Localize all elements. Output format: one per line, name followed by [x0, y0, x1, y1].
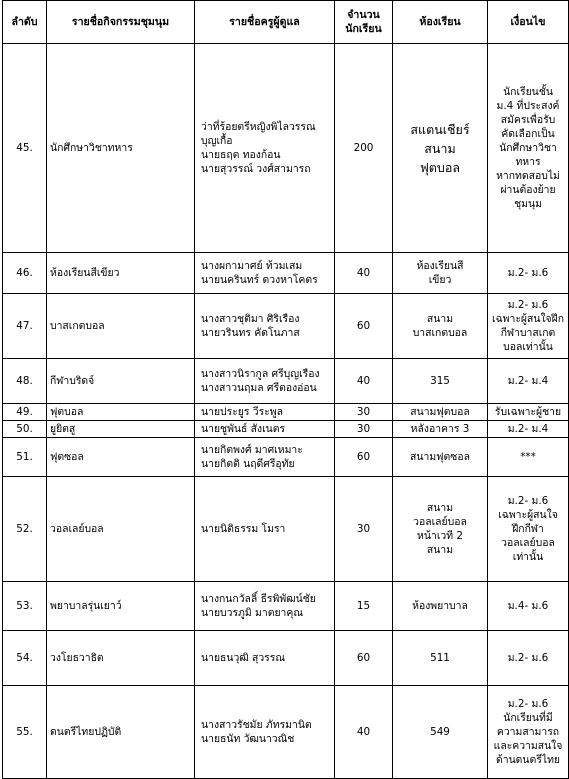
room-line: ห้องเรียนสี [416, 260, 464, 272]
teacher-name: นายชูพันธ์ สังเนตร [201, 423, 286, 435]
room-line: สนาม [426, 313, 454, 325]
room-cell [393, 359, 488, 404]
student-count: 15 [335, 582, 393, 631]
student-count: 30 [335, 421, 393, 438]
condition-line: ม.2- ม.6 [507, 299, 549, 311]
condition-line: เฉพาะผู้สนใจฝึก [492, 313, 564, 325]
student-count: 30 [335, 404, 393, 421]
room-line: หลังอาคาร 3 [410, 423, 470, 435]
table-row [3, 253, 569, 294]
club-activities-table [2, 0, 569, 779]
condition-line: เฉพาะผู้สนใจ [498, 509, 558, 521]
condition-line: ผ่านต้องย้าย [500, 184, 556, 196]
student-count: 200 [335, 44, 393, 253]
student-count: 60 [335, 438, 393, 477]
room-line: สนาม [426, 544, 454, 556]
condition-line: กีฬาบาสเกต [500, 327, 556, 339]
condition-cell [488, 631, 569, 686]
condition-cell [488, 582, 569, 631]
room-line: 511 [430, 652, 450, 664]
teachers-cell [195, 631, 335, 686]
teacher-name: นายบวรภูมิ มาตยาคุณ [201, 607, 303, 619]
room-line: สนาม [426, 502, 454, 514]
condition-cell [488, 421, 569, 438]
condition-line: ม.2- ม.6 [507, 652, 549, 664]
teacher-name: นายกิตพงศ์ มาศเหมาะ [201, 444, 303, 456]
student-count: 40 [335, 253, 393, 294]
condition-line: ด้านดนตรีไทย [495, 754, 561, 766]
activity-name: ฟุตซอล [47, 438, 195, 477]
teachers-cell [195, 686, 335, 779]
table-row [3, 631, 569, 686]
room-line: ห้องพยาบาล [412, 600, 468, 612]
header-teachers: รายชื่อครูผู้ดูแล [195, 1, 335, 44]
teachers-cell [195, 404, 335, 421]
table-row [3, 421, 569, 438]
teacher-name: นายวรินทร คัดโนภาส [201, 327, 300, 339]
condition-line: ทหาร [515, 156, 541, 168]
activity-name: กีฬาบริดจ์ [47, 359, 195, 404]
activity-name: ฟุตบอล [47, 404, 195, 421]
teacher-name: นายกิตติ นฤดีศรีอุทัย [201, 458, 295, 470]
condition-line: สมัครเพื่อรับ [500, 114, 556, 126]
teacher-name: นางสาวนิรากูล ศรีบุญเรือง [201, 368, 320, 380]
room-line: 549 [430, 726, 450, 738]
activity-name: ยูยิตสู [47, 421, 195, 438]
condition-cell [488, 44, 569, 253]
table-row [3, 438, 569, 477]
room-line: ฟุตบอล [419, 159, 461, 175]
teachers-cell [195, 294, 335, 359]
room-line: สนาม [424, 140, 456, 156]
room-cell [393, 631, 488, 686]
table-row [3, 44, 569, 253]
room-cell [393, 294, 488, 359]
teacher-name: นายธนัท วัฒนาวณิช [201, 733, 295, 745]
condition-line: เท่านั้น [512, 551, 544, 563]
teacher-name: นางสาวรัชมัย ภัทรมานิต [201, 719, 312, 731]
table-row [3, 294, 569, 359]
room-cell [393, 477, 488, 582]
row-number: 51. [3, 438, 47, 477]
teacher-name: นายสุวรรณ์ วงศ์สามารถ [201, 163, 311, 175]
condition-line: ม.2- ม.4 [507, 375, 549, 387]
room-line: วอลเลย์บอล [413, 516, 467, 528]
activity-name: วงโยธวาธิต [47, 631, 195, 686]
teachers-cell [195, 438, 335, 477]
teacher-name: นายนครินทร์ ดวงหาโคตร [201, 274, 318, 286]
header-activity: รายชื่อกิจกรรมชุมนุม [47, 1, 195, 44]
room-line: 315 [430, 375, 450, 387]
condition-line: ความสามารถ [496, 726, 560, 738]
row-number: 45. [3, 44, 47, 253]
condition-line: คัดเลือกเป็น [501, 128, 555, 140]
condition-line: นักศึกษาวิชา [499, 142, 557, 154]
activity-name: นักศึกษาวิชาทหาร [47, 44, 195, 253]
teachers-cell [195, 253, 335, 294]
header-student-count [335, 1, 393, 44]
row-number: 46. [3, 253, 47, 294]
condition-cell [488, 438, 569, 477]
header-condition: เงื่อนไข [488, 1, 569, 44]
table-row [3, 404, 569, 421]
room-line: เขียว [428, 274, 452, 286]
condition-line: บอลเท่านั้น [503, 341, 553, 353]
condition-line: ม.2- ม.4 [507, 423, 549, 435]
condition-line: *** [520, 451, 536, 463]
teacher-name: นางสาวชุติมา ศิริเรือง [201, 313, 300, 325]
row-number: 50. [3, 421, 47, 438]
row-number: 55. [3, 686, 47, 779]
condition-line: ม.2- ม.6 [507, 495, 549, 507]
condition-line: ฝึกกีฬา [512, 523, 544, 535]
row-number: 52. [3, 477, 47, 582]
teachers-cell [195, 421, 335, 438]
teacher-name: นางผกามาศย์ ท้วมเสม [201, 260, 303, 272]
teacher-name: นายธฤต ทองก้อน [201, 149, 281, 161]
condition-cell [488, 404, 569, 421]
room-line: สนามฟุตซอล [410, 451, 470, 463]
header-order: ลำดับ [3, 1, 47, 44]
teacher-name: นางกนกวัลลิ์ ธีรพิพัฒน์ชัย [201, 593, 316, 605]
student-count: 60 [335, 631, 393, 686]
table-row [3, 359, 569, 404]
teachers-cell [195, 44, 335, 253]
student-count: 40 [335, 686, 393, 779]
room-cell [393, 438, 488, 477]
condition-cell [488, 359, 569, 404]
condition-line: นักเรียนชั้น [503, 86, 553, 98]
condition-line: รับเฉพาะผู้ชาย [494, 406, 562, 418]
row-number: 53. [3, 582, 47, 631]
teacher-name: ว่าที่ร้อยตรีหญิงพิไลวรรณ บุญเกื้อ [201, 121, 316, 147]
condition-line: นักเรียนที่มี [503, 712, 553, 724]
activity-name: พยาบาลรุ่นเยาว์ [47, 582, 195, 631]
row-number: 49. [3, 404, 47, 421]
row-number: 54. [3, 631, 47, 686]
teacher-name: นายนิติธรรม โมรา [201, 523, 286, 535]
condition-line: วอลเลย์บอล [501, 537, 555, 549]
room-cell [393, 686, 488, 779]
condition-cell [488, 253, 569, 294]
student-count: 30 [335, 477, 393, 582]
teacher-name: นางสาวนฤมล ศรีตองอ่อน [201, 382, 317, 394]
table-row [3, 582, 569, 631]
condition-line: ม.4 ที่ประสงค์ [496, 100, 560, 112]
header-count-line2: นักเรียน [345, 23, 382, 35]
room-cell [393, 421, 488, 438]
condition-line: ม.2- ม.6 [507, 698, 549, 710]
condition-line: ชุมนุม [514, 198, 542, 210]
activity-name: ห้องเรียนสีเขียว [47, 253, 195, 294]
activity-name: วอลเลย์บอล [47, 477, 195, 582]
room-line: สนามฟุตบอล [410, 406, 470, 418]
condition-cell [488, 477, 569, 582]
activity-name: ดนตรีไทยปฏิบัติ [47, 686, 195, 779]
room-line: บาสเกตบอล [412, 327, 468, 339]
teachers-cell [195, 359, 335, 404]
room-line: สแตนเชียร์ [410, 121, 470, 137]
room-cell [393, 404, 488, 421]
room-cell [393, 582, 488, 631]
header-room: ห้องเรียน [393, 1, 488, 44]
teacher-name: นายประยูร วีระพูล [201, 406, 283, 418]
teachers-cell [195, 477, 335, 582]
row-number: 47. [3, 294, 47, 359]
table-row [3, 477, 569, 582]
teachers-cell [195, 582, 335, 631]
header-count-line1: จำนวน [347, 9, 380, 21]
header-row [3, 1, 569, 44]
student-count: 60 [335, 294, 393, 359]
condition-line: และความสนใจ [493, 740, 563, 752]
condition-line: ม.4- ม.6 [507, 600, 549, 612]
teacher-name: นายธนวุฒิ สุวรรณ [201, 652, 285, 664]
room-cell [393, 253, 488, 294]
activity-name: บาสเกตบอล [47, 294, 195, 359]
room-line: หน้าเวที 2 [417, 530, 463, 542]
condition-cell [488, 686, 569, 779]
condition-line: ม.2- ม.6 [507, 267, 549, 279]
condition-line: หากทดสอบไม่ [496, 170, 560, 182]
table-row [3, 686, 569, 779]
student-count: 40 [335, 359, 393, 404]
row-number: 48. [3, 359, 47, 404]
room-cell [393, 44, 488, 253]
condition-cell [488, 294, 569, 359]
